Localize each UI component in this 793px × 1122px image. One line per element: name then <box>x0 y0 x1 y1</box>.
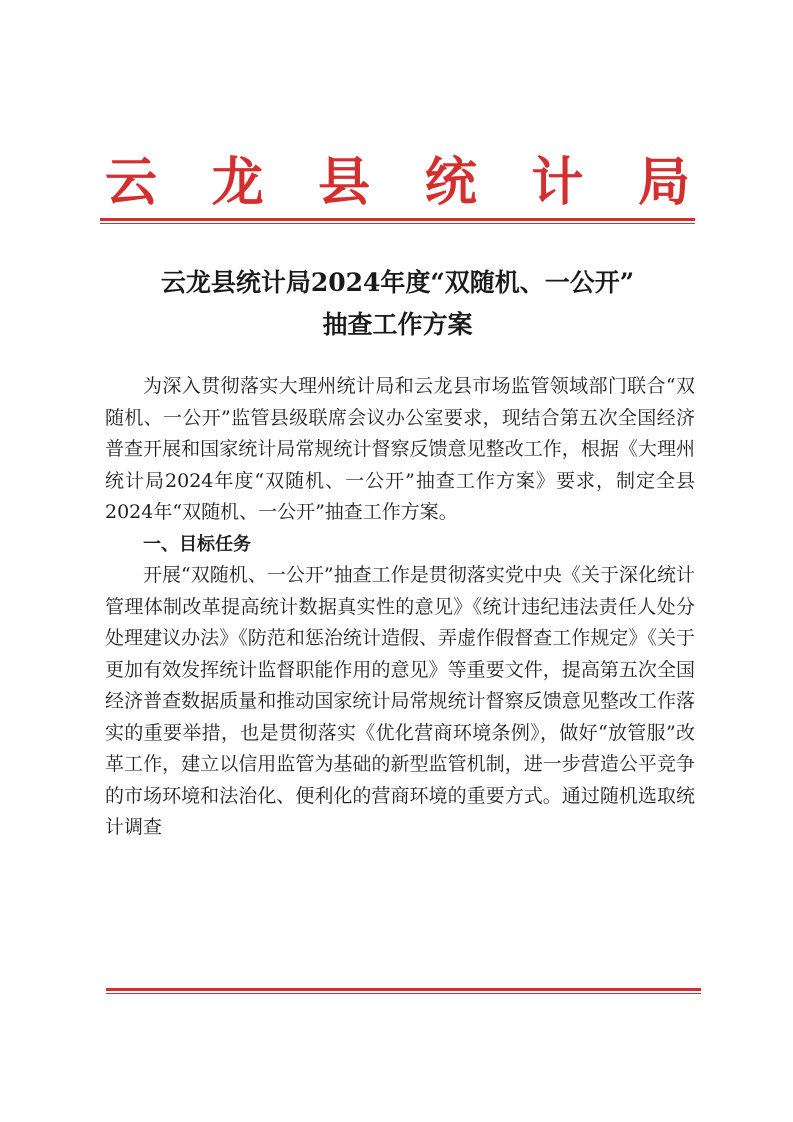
footer-divider <box>106 988 701 994</box>
intro-paragraph: 为深入贯彻落实大理州统计局和云龙县市场监管领域部门联合“双随机、一公开”监管县级联席会议办公室要求，现结合第五次全国经济普查开展和国家统计局常规统计督察反馈意见整改工作，根据《大理州统计局2024年度“双随机、一公开”抽查工作方案》要求，制定全县2024年“双随机、一公开”抽查工作方案。 <box>105 375 695 523</box>
org-char: 计 <box>531 151 584 213</box>
title-line-1: 云龙县统计局2024年度“双随机、一公开” <box>160 268 635 297</box>
header-divider-thin <box>100 223 695 224</box>
title-line-2: 抽查工作方案 <box>322 310 473 339</box>
org-char: 云 <box>104 151 157 213</box>
document-body <box>105 371 695 844</box>
org-char: 局 <box>637 151 690 213</box>
section-heading: 一、目标任务 <box>143 533 251 555</box>
header-divider <box>100 218 695 224</box>
org-char: 县 <box>318 151 371 213</box>
header-divider-thick <box>100 218 695 221</box>
footer-divider-thick <box>106 988 701 991</box>
org-header <box>100 142 695 212</box>
footer-divider-thin <box>106 993 701 994</box>
org-char: 统 <box>424 151 477 213</box>
document-title <box>100 262 695 346</box>
section-paragraph: 开展“双随机、一公开”抽查工作是贯彻落实党中央《关于深化统计管理体制改革提高统计数据真实性的意见》《统计违纪违法责任人处分处理建议办法》《防范和惩治统计造假、弄虚作假督查工作规定》《关于更加有效发挥统计监督职能作用的意见》等重要文件，提高第五次全国经济普查数据质量和推动国家统计局常规统计督察反馈意见整改工作落实的重要举措，也是贯彻落实《优化营商环境条例》，做好“放管服”改革工作，建立以信用监管为基础的新型监管机制，进一步营造公平竞争的市场环境和法治化、便利化的营商环境的重要方式。通过随机选取统计调查 <box>105 564 695 838</box>
org-char: 龙 <box>211 151 264 213</box>
